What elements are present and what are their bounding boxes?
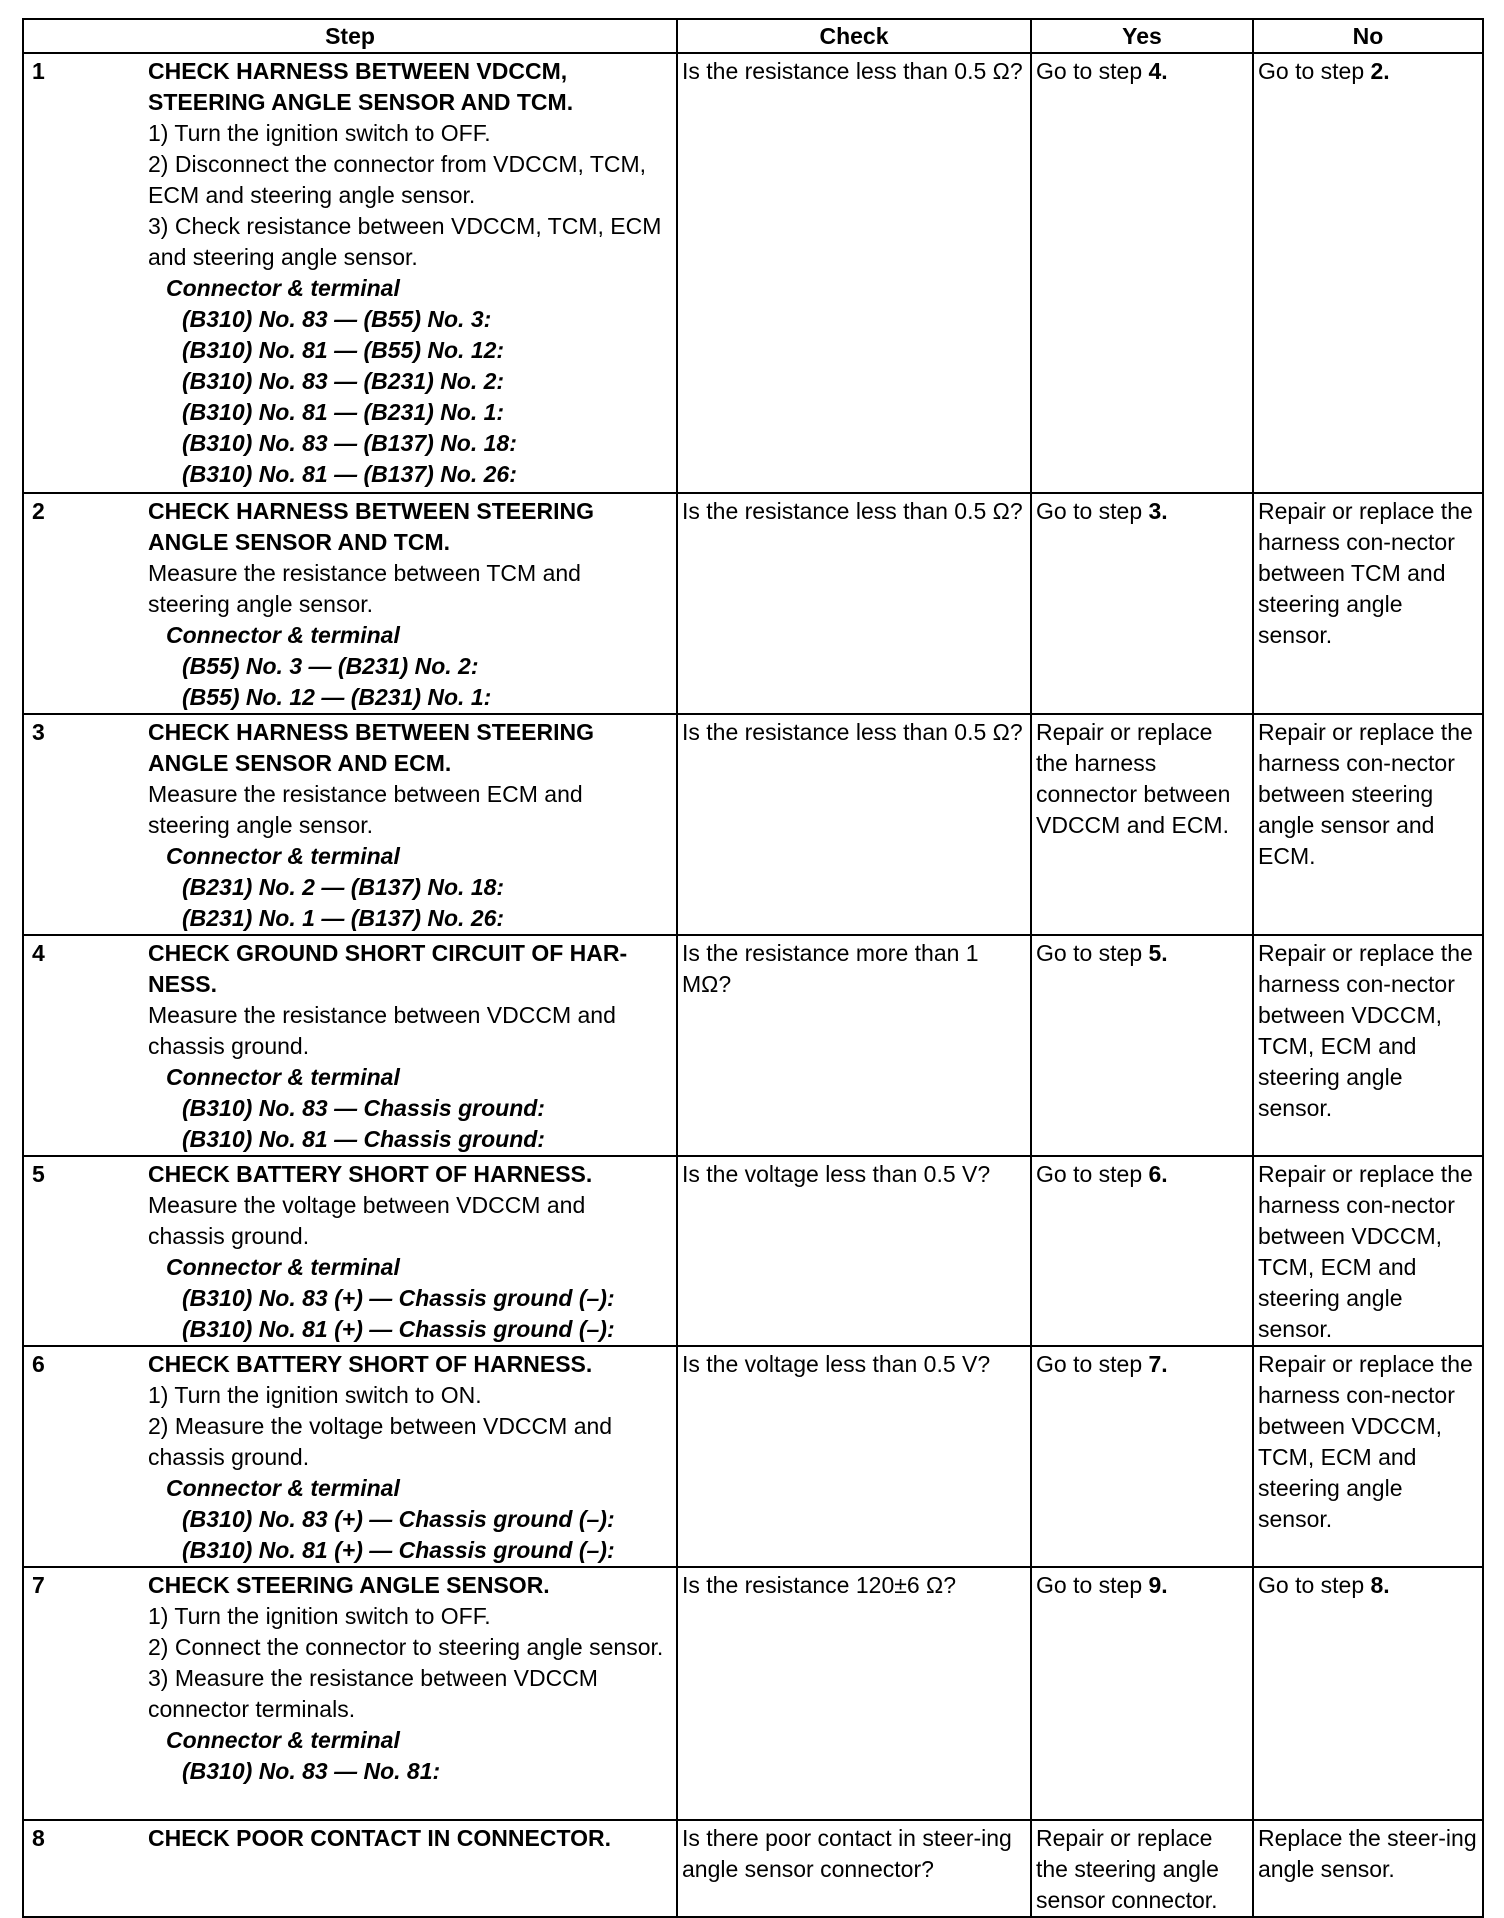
no-cell — [1253, 1820, 1483, 1917]
no-cell — [1253, 1346, 1483, 1567]
step-instruction: 1) Turn the ignition switch to OFF. — [148, 1603, 491, 1629]
step-number: 4 — [32, 940, 45, 966]
table-row — [23, 1346, 1483, 1567]
step-cell — [23, 1156, 677, 1346]
yes-cell — [1031, 714, 1253, 935]
diagnostic-table — [22, 18, 1484, 1918]
connector-terminal-line: (B310) No. 83 (+) — Chassis ground (–): — [182, 1285, 615, 1311]
no-text: Repair or replace the harness con-nector between TCM and steering angle sensor. — [1258, 498, 1473, 648]
connector-terminal-line: (B310) No. 83 (+) — Chassis ground (–): — [182, 1506, 615, 1532]
step-cell — [23, 714, 677, 935]
yes-text: Repair or replace the steering angle sensor connector. — [1036, 1825, 1219, 1913]
no-text: Go to step — [1258, 1572, 1365, 1598]
yes-step-ref: 4. — [1148, 58, 1168, 84]
step-title: CHECK BATTERY SHORT OF HARNESS. — [148, 1161, 593, 1187]
step-instruction: 2) Disconnect the connector from VDCCM, TCM, ECM and steering angle sensor. — [148, 151, 647, 208]
check-cell: Is the resistance more than 1 MΩ? — [677, 935, 1031, 1156]
yes-text: Go to step — [1036, 58, 1143, 84]
step-title: CHECK HARNESS BETWEEN STEERING ANGLE SENSOR AND TCM. — [148, 498, 594, 555]
connector-terminal-line: (B310) No. 81 — (B137) No. 26: — [182, 461, 517, 487]
step-instruction: 1) Turn the ignition switch to OFF. — [148, 120, 491, 146]
no-cell — [1253, 53, 1483, 493]
step-number: 8 — [32, 1825, 45, 1851]
step-description — [148, 496, 672, 713]
step-description — [148, 938, 672, 1155]
step-number: 7 — [32, 1572, 45, 1598]
connector-terminal-line: (B310) No. 81 — Chassis ground: — [182, 1126, 545, 1152]
table-row — [23, 1156, 1483, 1346]
no-text: Repair or replace the harness con-nector between steering angle sensor and ECM. — [1258, 719, 1473, 869]
table-body — [23, 53, 1483, 1917]
header-yes: Yes — [1031, 19, 1253, 53]
header-row — [23, 19, 1483, 53]
no-cell — [1253, 714, 1483, 935]
no-text: Replace the steer-ing angle sensor. — [1258, 1825, 1477, 1882]
step-cell — [23, 1346, 677, 1567]
step-number: 1 — [32, 58, 45, 84]
yes-cell — [1031, 53, 1253, 493]
connector-terminal-line: (B231) No. 2 — (B137) No. 18: — [182, 874, 505, 900]
step-title: CHECK POOR CONTACT IN CONNECTOR. — [148, 1825, 611, 1851]
step-instruction: 3) Measure the resistance between VDCCM connector terminals. — [148, 1665, 598, 1722]
connector-terminal-heading: Connector & terminal — [166, 1727, 400, 1753]
step-title: CHECK HARNESS BETWEEN VDCCM, STEERING ANGLE SENSOR AND TCM. — [148, 58, 574, 115]
connector-terminal-line: (B310) No. 81 — (B231) No. 1: — [182, 399, 505, 425]
step-description — [148, 717, 672, 934]
connector-terminal-heading: Connector & terminal — [166, 622, 400, 648]
yes-step-ref: 9. — [1148, 1572, 1168, 1598]
check-cell: Is the resistance less than 0.5 Ω? — [677, 493, 1031, 714]
yes-text: Go to step — [1036, 940, 1143, 966]
step-description — [148, 1570, 672, 1787]
table-row — [23, 714, 1483, 935]
no-cell — [1253, 493, 1483, 714]
no-text: Go to step — [1258, 58, 1365, 84]
connector-terminal-heading: Connector & terminal — [166, 1475, 400, 1501]
step-description — [148, 56, 672, 490]
table-row — [23, 493, 1483, 714]
connector-terminal-line: (B310) No. 83 — (B55) No. 3: — [182, 306, 492, 332]
step-number: 5 — [32, 1161, 45, 1187]
step-title: CHECK GROUND SHORT CIRCUIT OF HAR-NESS. — [148, 940, 628, 997]
connector-terminal-heading: Connector & terminal — [166, 1254, 400, 1280]
step-cell — [23, 1567, 677, 1820]
yes-text: Go to step — [1036, 1351, 1143, 1377]
step-instruction: 2) Connect the connector to steering angle sensor. — [148, 1634, 664, 1660]
connector-terminal-line: (B231) No. 1 — (B137) No. 26: — [182, 905, 505, 931]
step-instruction: 3) Check resistance between VDCCM, TCM, ECM and steering angle sensor. — [148, 213, 662, 270]
step-description — [148, 1349, 672, 1566]
yes-text: Go to step — [1036, 498, 1143, 524]
connector-terminal-line: (B310) No. 83 — No. 81: — [182, 1758, 441, 1784]
step-number: 6 — [32, 1351, 45, 1377]
step-cell — [23, 493, 677, 714]
step-cell — [23, 935, 677, 1156]
step-number: 2 — [32, 498, 45, 524]
step-instruction: 2) Measure the voltage between VDCCM and chassis ground. — [148, 1413, 613, 1470]
yes-step-ref: 3. — [1148, 498, 1168, 524]
check-cell: Is the voltage less than 0.5 V? — [677, 1346, 1031, 1567]
yes-cell — [1031, 1346, 1253, 1567]
connector-terminal-heading: Connector & terminal — [166, 275, 400, 301]
check-cell: Is the voltage less than 0.5 V? — [677, 1156, 1031, 1346]
connector-terminal-line: (B310) No. 83 — (B231) No. 2: — [182, 368, 505, 394]
connector-terminal-line: (B310) No. 81 — (B55) No. 12: — [182, 337, 505, 363]
yes-step-ref: 7. — [1148, 1351, 1168, 1377]
no-cell — [1253, 935, 1483, 1156]
no-cell — [1253, 1156, 1483, 1346]
step-title: CHECK STEERING ANGLE SENSOR. — [148, 1572, 550, 1598]
header-check: Check — [677, 19, 1031, 53]
yes-cell — [1031, 1567, 1253, 1820]
table-row — [23, 935, 1483, 1156]
step-number: 3 — [32, 719, 45, 745]
step-cell — [23, 53, 677, 493]
connector-terminal-line: (B310) No. 83 — (B137) No. 18: — [182, 430, 517, 456]
yes-step-ref: 5. — [1148, 940, 1168, 966]
no-text: Repair or replace the harness con-nector between VDCCM, TCM, ECM and steering angle sensor. — [1258, 940, 1473, 1121]
step-instruction: Measure the resistance between VDCCM and chassis ground. — [148, 1002, 616, 1059]
yes-cell — [1031, 493, 1253, 714]
no-cell — [1253, 1567, 1483, 1820]
check-cell: Is the resistance 120±6 Ω? — [677, 1567, 1031, 1820]
step-title: CHECK BATTERY SHORT OF HARNESS. — [148, 1351, 593, 1377]
connector-terminal-line: (B55) No. 12 — (B231) No. 1: — [182, 684, 492, 710]
step-instruction: 1) Turn the ignition switch to ON. — [148, 1382, 482, 1408]
step-description — [148, 1159, 672, 1345]
connector-terminal-line: (B310) No. 81 (+) — Chassis ground (–): — [182, 1316, 615, 1342]
connector-terminal-line: (B310) No. 83 — Chassis ground: — [182, 1095, 545, 1121]
yes-text: Go to step — [1036, 1572, 1143, 1598]
header-no: No — [1253, 19, 1483, 53]
step-instruction: Measure the resistance between TCM and steering angle sensor. — [148, 560, 581, 617]
yes-cell — [1031, 935, 1253, 1156]
yes-cell — [1031, 1156, 1253, 1346]
connector-terminal-line: (B310) No. 81 (+) — Chassis ground (–): — [182, 1537, 615, 1563]
no-step-ref: 2. — [1370, 58, 1390, 84]
yes-cell — [1031, 1820, 1253, 1917]
table-row — [23, 1567, 1483, 1820]
check-cell: Is there poor contact in steer-ing angle sensor connector? — [677, 1820, 1031, 1917]
table-row — [23, 53, 1483, 493]
check-cell: Is the resistance less than 0.5 Ω? — [677, 53, 1031, 493]
check-cell: Is the resistance less than 0.5 Ω? — [677, 714, 1031, 935]
no-text: Repair or replace the harness con-nector between VDCCM, TCM, ECM and steering angle sensor. — [1258, 1161, 1473, 1342]
yes-text: Repair or replace the harness connector between VDCCM and ECM. — [1036, 719, 1231, 838]
no-text: Repair or replace the harness con-nector between VDCCM, TCM, ECM and steering angle sensor. — [1258, 1351, 1473, 1532]
step-instruction: Measure the voltage between VDCCM and chassis ground. — [148, 1192, 586, 1249]
table-row — [23, 1820, 1483, 1917]
step-cell — [23, 1820, 677, 1917]
step-title: CHECK HARNESS BETWEEN STEERING ANGLE SENSOR AND ECM. — [148, 719, 594, 776]
yes-step-ref: 6. — [1148, 1161, 1168, 1187]
connector-terminal-line: (B55) No. 3 — (B231) No. 2: — [182, 653, 479, 679]
step-instruction: Measure the resistance between ECM and steering angle sensor. — [148, 781, 583, 838]
header-step: Step — [23, 19, 677, 53]
no-step-ref: 8. — [1370, 1572, 1390, 1598]
connector-terminal-heading: Connector & terminal — [166, 843, 400, 869]
yes-text: Go to step — [1036, 1161, 1143, 1187]
step-description — [148, 1823, 672, 1854]
connector-terminal-heading: Connector & terminal — [166, 1064, 400, 1090]
